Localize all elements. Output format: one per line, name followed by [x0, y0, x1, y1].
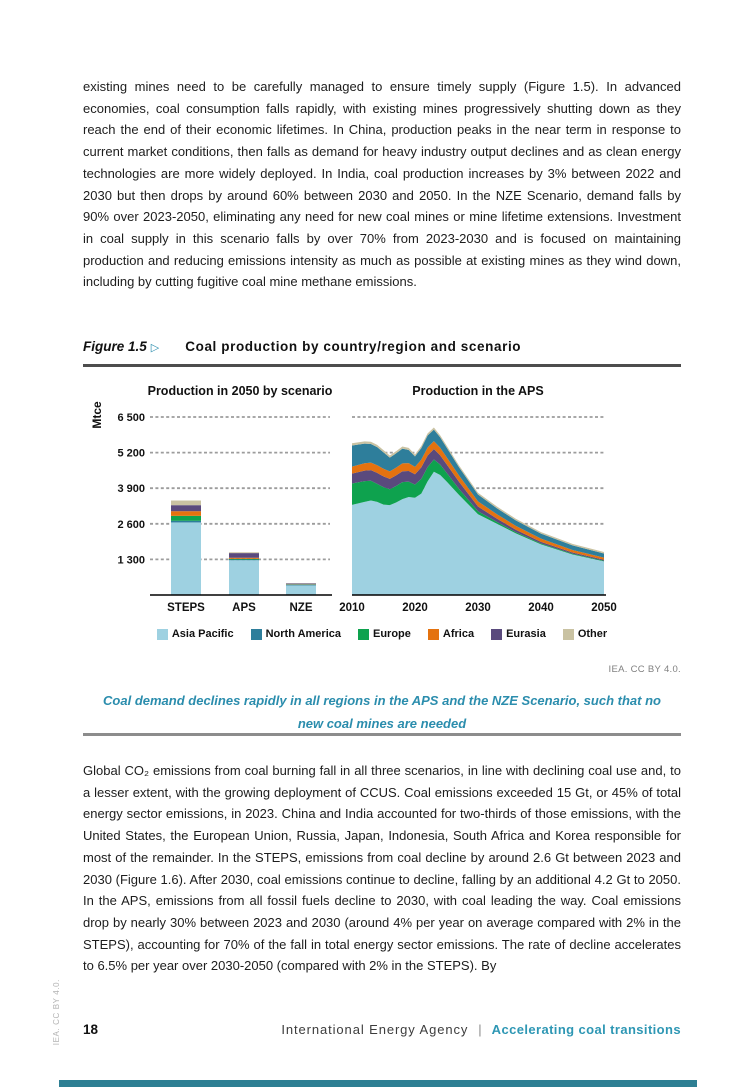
bottom-accent-bar [59, 1080, 697, 1087]
area-chart [339, 427, 617, 614]
svg-text:3 900: 3 900 [117, 483, 145, 496]
svg-text:2020: 2020 [402, 602, 428, 614]
legend-label: Eurasia [506, 628, 546, 640]
svg-text:2 600: 2 600 [117, 518, 145, 531]
figure-heading [83, 339, 681, 354]
svg-text:Production in the APS: Production in the APS [412, 384, 544, 398]
figure-top-rule [83, 364, 681, 367]
legend-swatch [563, 629, 574, 640]
svg-text:2030: 2030 [465, 602, 491, 614]
svg-text:2040: 2040 [528, 602, 554, 614]
legend-label: North America [265, 628, 341, 640]
svg-text:APS: APS [232, 602, 256, 614]
legend-label: Europe [372, 628, 411, 640]
legend-swatch [491, 629, 502, 640]
figure-1-5-chart [83, 374, 681, 622]
footer-report-title: Accelerating coal transitions [491, 1022, 681, 1037]
svg-text:Mtce: Mtce [90, 401, 104, 429]
figure-caption: Coal demand declines rapidly in all regions in the APS and the NZE Scenario, such that no new coal mines are needed [103, 693, 661, 731]
body-paragraph-2: Global CO₂ emissions from coal burning fall in all three scenarios, in line with declining coal use and, to a lesser extent, with the growing deployment of CCUS. Coal emissions exceeded 15 Gt, or 45% of total energy sector emissions, in 2023. China and India accounted for two-thirds of those emissions, with the United States, the European Union, Russia, Japan, Indonesia, South Africa and Korea responsible for most of the remainder. In the STEPS, emissions from coal decline by around 2.6 Gt between 2023 and 2030 (Figure 1.6). After 2030, coal emissions continue to decline, falling by an additional 4.2 Gt to 2050. In the APS, emissions from all fossil fuels decline to 2030, with coal leading the way. Coal emissions drop by nearly 30% between 2023 and 2030 (around 4% per year on average compared with 2% in the STEPS), accounting for 70% of the fall in total energy sector emissions. The rate of decline accelerates to 6.5% per year over 2030-2050 (compared with 2% in the STEPS). By [83, 763, 681, 974]
legend-swatch [358, 629, 369, 640]
legend-item-asia-pacific [157, 628, 234, 640]
footer-agency: International Energy Agency [281, 1022, 469, 1037]
bar-chart [150, 501, 332, 614]
svg-text:STEPS: STEPS [167, 602, 205, 614]
y-axis [90, 401, 145, 566]
legend-item-other [563, 628, 607, 640]
figure-legend [83, 628, 681, 640]
legend-swatch [428, 629, 439, 640]
side-credit-vertical: IEA. CC BY 4.0. [52, 978, 61, 1045]
body-paragraph-1: existing mines need to be carefully managed to ensure timely supply (Figure 1.5). In advanced economies, coal consumption falls rapidly, with existing mines progressively shutting down as they reach the end of their economic lifetimes. In China, production peaks in the near term in response to current market conditions, then falls as demand for heavy industry output declines and as clean energy technologies are more widely deployed. In India, coal production increases by 3% between 2022 and 2030 but then drops by around 60% between 2030 and 2050. In the NZE Scenario, demand falls by 90% over 2023-2050, eliminating any need for new coal mines or mine lifetime extensions. Investment in coal supply in this scenario falls by over 70% from 2023-2030 and is focused on maintaining production and reducing emissions intensity as much as possible at existing mines as they wind down, including by cutting fugitive coal mine methane emissions. [83, 79, 681, 290]
footer-separator: | [478, 1022, 482, 1037]
svg-text:1 300: 1 300 [117, 554, 145, 567]
legend-item-africa [428, 628, 474, 640]
chart-subtitles [148, 384, 544, 398]
legend-label: Other [577, 628, 608, 640]
legend-item-eurasia [491, 628, 546, 640]
svg-text:2050: 2050 [591, 602, 617, 614]
figure-label: Figure 1.5 [83, 339, 147, 354]
legend-swatch [157, 629, 168, 640]
figure-title: Coal production by country/region and scenario [185, 339, 522, 354]
svg-text:6 500: 6 500 [117, 412, 145, 424]
page-footer [83, 1022, 681, 1037]
svg-text:5 200: 5 200 [117, 447, 145, 460]
figure-chart-area [83, 374, 681, 622]
legend-label: Asia Pacific [171, 628, 234, 640]
legend-item-europe [358, 628, 411, 640]
svg-text:Production in 2050 by scenario: Production in 2050 by scenario [147, 384, 333, 398]
svg-text:NZE: NZE [289, 602, 313, 614]
caption-bottom-rule [83, 733, 681, 736]
legend-label: Africa [442, 628, 475, 640]
legend-item-north-america [251, 628, 341, 640]
figure-credit: IEA. CC BY 4.0. [608, 664, 681, 675]
footer-right-group [281, 1022, 681, 1037]
figure-arrow-icon: ▷ [150, 342, 160, 354]
legend-swatch [251, 629, 262, 640]
svg-text:2010: 2010 [339, 602, 365, 614]
page-number: 18 [83, 1022, 99, 1037]
